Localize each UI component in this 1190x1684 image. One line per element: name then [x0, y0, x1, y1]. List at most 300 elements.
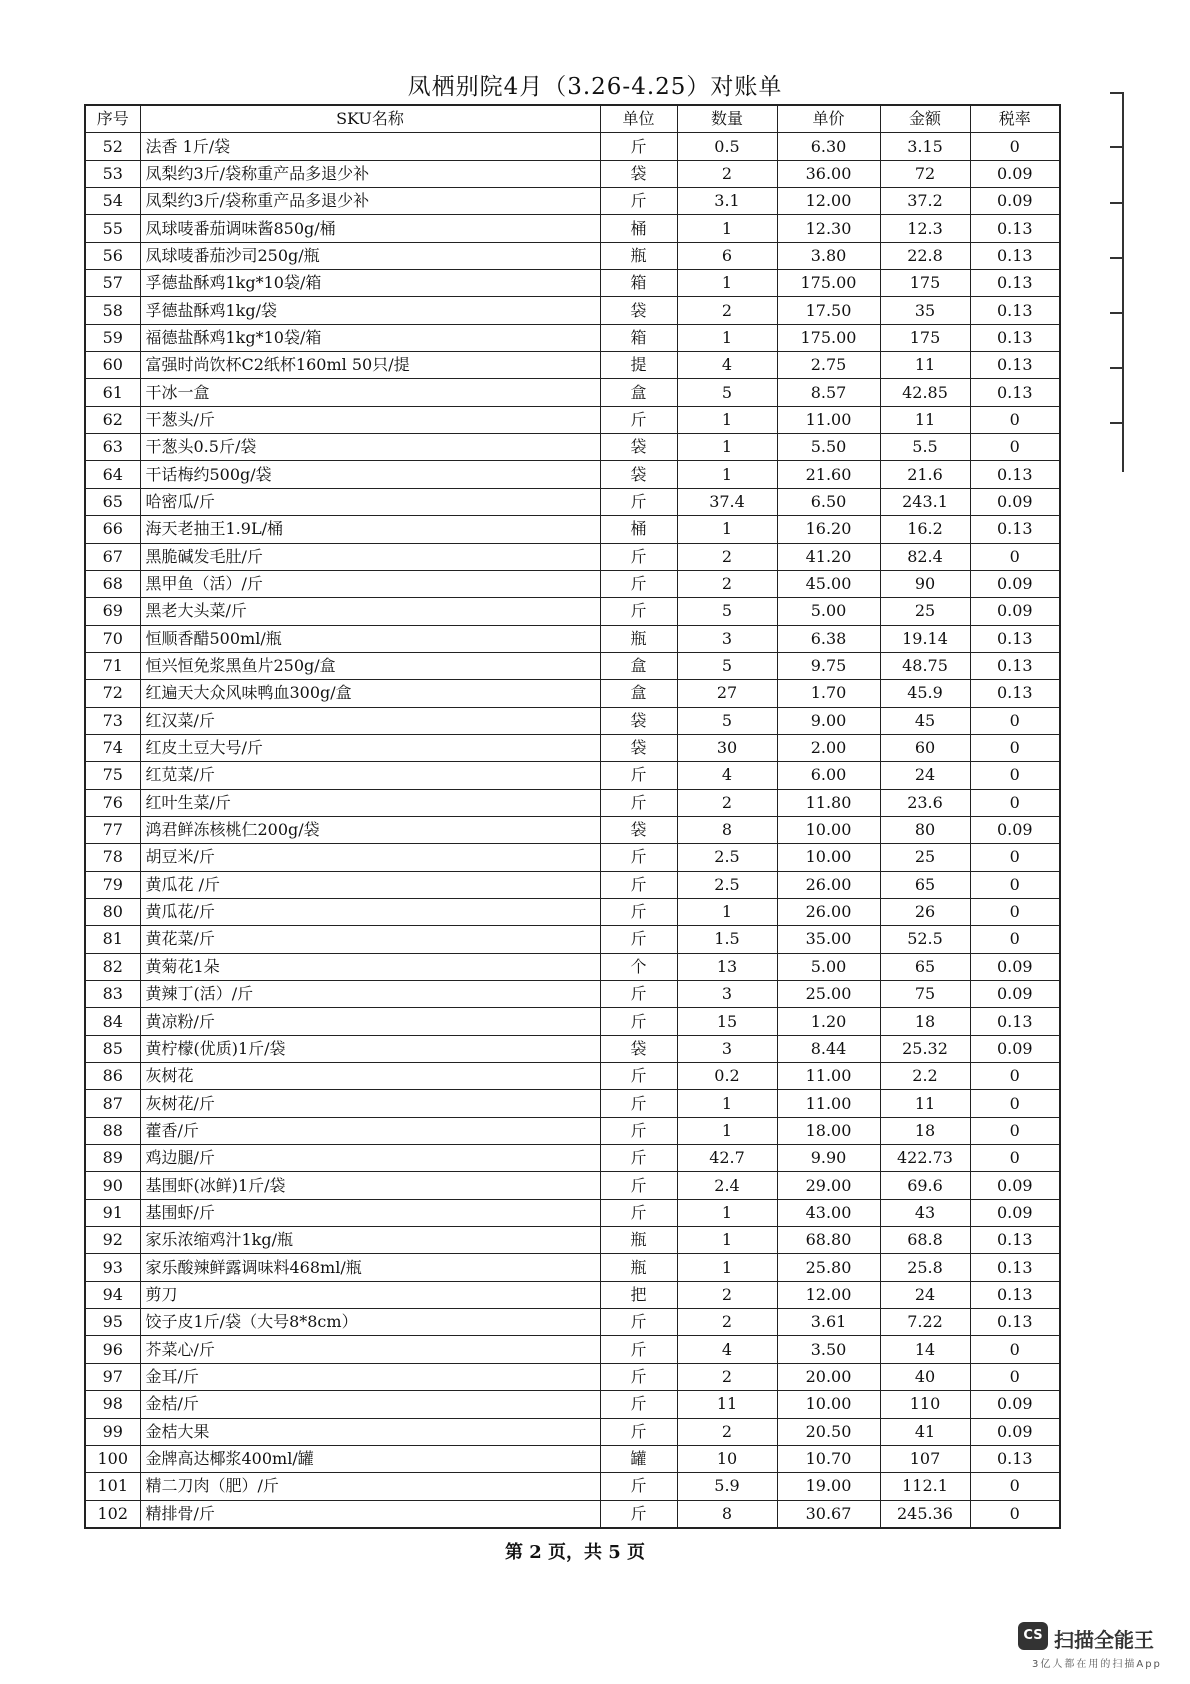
cell-tax-rate: 0.13	[970, 324, 1060, 351]
cell-sku-name: 黄菊花1朵	[140, 953, 600, 980]
cell-sku-name: 干话梅约500g/袋	[140, 461, 600, 488]
table-row	[85, 707, 1060, 734]
table-row	[85, 1363, 1060, 1390]
cell-quantity: 8	[677, 816, 777, 843]
cell-amount: 65	[880, 953, 970, 980]
cell-unit: 斤	[600, 1145, 677, 1172]
cell-unit: 提	[600, 352, 677, 379]
scanner-tagline: 3亿人都在用的扫描App	[1032, 1659, 1162, 1670]
cell-tax-rate: 0.13	[970, 461, 1060, 488]
cell-index: 64	[85, 461, 140, 488]
cell-unit: 袋	[600, 734, 677, 761]
cell-unit: 袋	[600, 434, 677, 461]
cell-amount: 422.73	[880, 1145, 970, 1172]
cell-index: 70	[85, 625, 140, 652]
cell-tax-rate: 0.09	[970, 953, 1060, 980]
cell-index: 100	[85, 1445, 140, 1472]
cell-tax-rate: 0.09	[970, 598, 1060, 625]
cell-unit: 斤	[600, 1090, 677, 1117]
cell-tax-rate: 0	[970, 133, 1060, 160]
cell-unit: 斤	[600, 1199, 677, 1226]
cell-sku-name: 黄柠檬(优质)1斤/袋	[140, 1035, 600, 1062]
cell-unit-price: 175.00	[777, 324, 880, 351]
cell-tax-rate: 0.09	[970, 981, 1060, 1008]
cell-sku-name: 胡豆米/斤	[140, 844, 600, 871]
cell-quantity: 3.1	[677, 188, 777, 215]
cell-tax-rate: 0.09	[970, 1172, 1060, 1199]
table-row	[85, 488, 1060, 515]
cell-tax-rate: 0.13	[970, 379, 1060, 406]
cell-sku-name: 凤梨约3斤/袋称重产品多退少补	[140, 188, 600, 215]
cell-amount: 68.8	[880, 1227, 970, 1254]
cell-tax-rate: 0.13	[970, 1008, 1060, 1035]
cell-amount: 42.85	[880, 379, 970, 406]
table-row	[85, 953, 1060, 980]
cell-amount: 16.2	[880, 516, 970, 543]
cell-sku-name: 恒兴恒免浆黑鱼片250g/盒	[140, 652, 600, 679]
cell-quantity: 1	[677, 516, 777, 543]
cell-unit: 斤	[600, 1063, 677, 1090]
table-row	[85, 516, 1060, 543]
cell-index: 82	[85, 953, 140, 980]
cell-quantity: 1	[677, 1199, 777, 1226]
cell-quantity: 2	[677, 1418, 777, 1445]
table-row	[85, 981, 1060, 1008]
cell-quantity: 1	[677, 406, 777, 433]
cell-tax-rate: 0.09	[970, 816, 1060, 843]
cell-unit: 斤	[600, 844, 677, 871]
cell-amount: 60	[880, 734, 970, 761]
cell-index: 94	[85, 1281, 140, 1308]
cell-index: 63	[85, 434, 140, 461]
cell-tax-rate: 0.13	[970, 1309, 1060, 1336]
cell-index: 96	[85, 1336, 140, 1363]
table-row	[85, 1199, 1060, 1226]
cell-unit-price: 12.00	[777, 188, 880, 215]
cell-index: 80	[85, 898, 140, 925]
table-row	[85, 406, 1060, 433]
cell-amount: 45.9	[880, 680, 970, 707]
table-row	[85, 188, 1060, 215]
cell-index: 60	[85, 352, 140, 379]
cell-sku-name: 家乐浓缩鸡汁1kg/瓶	[140, 1227, 600, 1254]
cell-unit: 瓶	[600, 242, 677, 269]
cell-amount: 48.75	[880, 652, 970, 679]
table-row	[85, 297, 1060, 324]
cell-unit-price: 9.75	[777, 652, 880, 679]
cell-tax-rate: 0	[970, 1145, 1060, 1172]
cell-unit-price: 2.00	[777, 734, 880, 761]
cell-index: 73	[85, 707, 140, 734]
cell-unit: 斤	[600, 488, 677, 515]
cell-tax-rate: 0	[970, 789, 1060, 816]
header-unit-price: 单价	[777, 105, 880, 133]
cell-amount: 175	[880, 270, 970, 297]
cell-amount: 40	[880, 1363, 970, 1390]
cell-amount: 65	[880, 871, 970, 898]
cell-sku-name: 黑脆碱发毛肚/斤	[140, 543, 600, 570]
cell-quantity: 13	[677, 953, 777, 980]
cell-sku-name: 黑甲鱼（活）/斤	[140, 570, 600, 597]
table-row	[85, 1008, 1060, 1035]
cell-tax-rate: 0	[970, 1473, 1060, 1500]
cell-index: 102	[85, 1500, 140, 1528]
cell-sku-name: 凤梨约3斤/袋称重产品多退少补	[140, 160, 600, 187]
table-header-row	[85, 105, 1060, 133]
cell-quantity: 2.5	[677, 871, 777, 898]
cell-amount: 22.8	[880, 242, 970, 269]
cell-quantity: 2	[677, 1281, 777, 1308]
cell-sku-name: 哈密瓜/斤	[140, 488, 600, 515]
cell-quantity: 5.9	[677, 1473, 777, 1500]
cell-unit: 斤	[600, 598, 677, 625]
cell-tax-rate: 0.09	[970, 570, 1060, 597]
cell-quantity: 2.4	[677, 1172, 777, 1199]
cell-unit: 袋	[600, 1035, 677, 1062]
scanner-app-name: 扫描全能王	[1054, 1628, 1154, 1652]
cell-tax-rate: 0.13	[970, 680, 1060, 707]
cell-amount: 69.6	[880, 1172, 970, 1199]
cell-unit-price: 1.20	[777, 1008, 880, 1035]
cell-amount: 90	[880, 570, 970, 597]
cell-tax-rate: 0.13	[970, 242, 1060, 269]
cell-unit-price: 3.80	[777, 242, 880, 269]
cell-unit: 斤	[600, 1117, 677, 1144]
cell-quantity: 5	[677, 652, 777, 679]
table-row	[85, 734, 1060, 761]
cell-quantity: 3	[677, 1035, 777, 1062]
cell-unit: 桶	[600, 215, 677, 242]
cell-index: 76	[85, 789, 140, 816]
cell-quantity: 5	[677, 707, 777, 734]
cell-index: 92	[85, 1227, 140, 1254]
table-row	[85, 461, 1060, 488]
cell-tax-rate: 0.09	[970, 1418, 1060, 1445]
cell-sku-name: 红遍天大众风味鸭血300g/盒	[140, 680, 600, 707]
cell-unit-price: 5.00	[777, 598, 880, 625]
cell-amount: 43	[880, 1199, 970, 1226]
cell-index: 78	[85, 844, 140, 871]
cell-sku-name: 干葱头/斤	[140, 406, 600, 433]
cell-index: 74	[85, 734, 140, 761]
cell-unit: 袋	[600, 297, 677, 324]
cell-unit-price: 35.00	[777, 926, 880, 953]
cell-index: 65	[85, 488, 140, 515]
cell-index: 101	[85, 1473, 140, 1500]
table-row	[85, 1281, 1060, 1308]
cell-amount: 21.6	[880, 461, 970, 488]
cell-quantity: 1	[677, 898, 777, 925]
cell-quantity: 2	[677, 1363, 777, 1390]
header-index: 序号	[85, 105, 140, 133]
header-unit: 单位	[600, 105, 677, 133]
cell-amount: 24	[880, 1281, 970, 1308]
cell-quantity: 5	[677, 379, 777, 406]
table-row	[85, 871, 1060, 898]
cell-sku-name: 恒顺香醋500ml/瓶	[140, 625, 600, 652]
cell-index: 98	[85, 1391, 140, 1418]
cell-unit-price: 10.00	[777, 816, 880, 843]
cell-index: 85	[85, 1035, 140, 1062]
scanner-logo-icon: CS	[1018, 1622, 1048, 1650]
cell-index: 99	[85, 1418, 140, 1445]
cell-amount: 2.2	[880, 1063, 970, 1090]
cell-unit-price: 6.50	[777, 488, 880, 515]
cell-sku-name: 灰树花	[140, 1063, 600, 1090]
cell-sku-name: 鸡边腿/斤	[140, 1145, 600, 1172]
cell-tax-rate: 0	[970, 871, 1060, 898]
table-row	[85, 1035, 1060, 1062]
cell-tax-rate: 0	[970, 734, 1060, 761]
cell-quantity: 30	[677, 734, 777, 761]
cell-unit-price: 29.00	[777, 1172, 880, 1199]
cell-quantity: 1	[677, 215, 777, 242]
table-row	[85, 1445, 1060, 1472]
cell-unit-price: 8.44	[777, 1035, 880, 1062]
cell-sku-name: 孚德盐酥鸡1kg*10袋/箱	[140, 270, 600, 297]
cell-unit-price: 36.00	[777, 160, 880, 187]
cell-amount: 19.14	[880, 625, 970, 652]
cell-quantity: 42.7	[677, 1145, 777, 1172]
cell-sku-name: 红苋菜/斤	[140, 762, 600, 789]
cell-quantity: 15	[677, 1008, 777, 1035]
table-row	[85, 680, 1060, 707]
cell-amount: 5.5	[880, 434, 970, 461]
cell-sku-name: 基围虾(冰鲜)1斤/袋	[140, 1172, 600, 1199]
cell-unit-price: 10.00	[777, 1391, 880, 1418]
cell-sku-name: 金耳/斤	[140, 1363, 600, 1390]
cell-tax-rate: 0	[970, 406, 1060, 433]
cell-index: 68	[85, 570, 140, 597]
table-row	[85, 926, 1060, 953]
cell-amount: 25.8	[880, 1254, 970, 1281]
cell-sku-name: 凤球唛番茄沙司250g/瓶	[140, 242, 600, 269]
cell-unit: 斤	[600, 762, 677, 789]
cell-amount: 52.5	[880, 926, 970, 953]
cell-tax-rate: 0.13	[970, 297, 1060, 324]
header-sku-name: SKU名称	[140, 105, 600, 133]
cell-index: 67	[85, 543, 140, 570]
cell-quantity: 1	[677, 1254, 777, 1281]
cell-amount: 7.22	[880, 1309, 970, 1336]
cell-index: 91	[85, 1199, 140, 1226]
cell-quantity: 2	[677, 543, 777, 570]
cell-index: 52	[85, 133, 140, 160]
cell-index: 89	[85, 1145, 140, 1172]
cell-tax-rate: 0.09	[970, 1035, 1060, 1062]
cell-unit-price: 5.00	[777, 953, 880, 980]
cell-amount: 11	[880, 352, 970, 379]
cell-amount: 18	[880, 1117, 970, 1144]
cell-tax-rate: 0.13	[970, 352, 1060, 379]
cell-quantity: 4	[677, 1336, 777, 1363]
cell-tax-rate: 0	[970, 1063, 1060, 1090]
cell-unit: 斤	[600, 1500, 677, 1528]
cell-unit-price: 26.00	[777, 898, 880, 925]
cell-sku-name: 藿香/斤	[140, 1117, 600, 1144]
cell-index: 77	[85, 816, 140, 843]
cell-tax-rate: 0.09	[970, 160, 1060, 187]
cell-index: 81	[85, 926, 140, 953]
cell-quantity: 37.4	[677, 488, 777, 515]
cell-quantity: 1	[677, 1227, 777, 1254]
table-row	[85, 844, 1060, 871]
cell-sku-name: 凤球唛番茄调味酱850g/桶	[140, 215, 600, 242]
page-title: 凤栖别院4月（3.26-4.25）对账单	[407, 74, 783, 100]
cell-sku-name: 干冰一盒	[140, 379, 600, 406]
cell-unit-price: 11.80	[777, 789, 880, 816]
cell-index: 57	[85, 270, 140, 297]
table-row	[85, 1336, 1060, 1363]
cell-sku-name: 红皮土豆大号/斤	[140, 734, 600, 761]
cell-quantity: 2.5	[677, 844, 777, 871]
cell-index: 95	[85, 1309, 140, 1336]
cell-sku-name: 黄花菜/斤	[140, 926, 600, 953]
table-row	[85, 1254, 1060, 1281]
table-row	[85, 762, 1060, 789]
cell-amount: 24	[880, 762, 970, 789]
cell-unit: 斤	[600, 1008, 677, 1035]
cell-tax-rate: 0	[970, 1117, 1060, 1144]
cell-unit-price: 41.20	[777, 543, 880, 570]
cell-tax-rate: 0.13	[970, 1254, 1060, 1281]
cell-unit-price: 3.50	[777, 1336, 880, 1363]
cell-quantity: 2	[677, 160, 777, 187]
cell-index: 53	[85, 160, 140, 187]
cell-unit-price: 25.00	[777, 981, 880, 1008]
cell-quantity: 8	[677, 1500, 777, 1528]
cell-sku-name: 黄辣丁(活）/斤	[140, 981, 600, 1008]
cell-unit: 斤	[600, 1473, 677, 1500]
cell-index: 83	[85, 981, 140, 1008]
cell-amount: 75	[880, 981, 970, 1008]
cell-unit-price: 6.38	[777, 625, 880, 652]
cell-quantity: 2	[677, 570, 777, 597]
cell-unit: 盒	[600, 680, 677, 707]
cell-quantity: 6	[677, 242, 777, 269]
cell-unit-price: 11.00	[777, 1063, 880, 1090]
cell-tax-rate: 0.13	[970, 215, 1060, 242]
cell-tax-rate: 0	[970, 1336, 1060, 1363]
cell-unit-price: 6.30	[777, 133, 880, 160]
header-tax-rate: 税率	[970, 105, 1060, 133]
cell-unit: 袋	[600, 461, 677, 488]
cell-amount: 107	[880, 1445, 970, 1472]
cell-unit-price: 2.75	[777, 352, 880, 379]
table-row	[85, 1172, 1060, 1199]
table-row	[85, 1090, 1060, 1117]
cell-unit-price: 21.60	[777, 461, 880, 488]
cell-sku-name: 黄瓜花 /斤	[140, 871, 600, 898]
cell-tax-rate: 0.13	[970, 1445, 1060, 1472]
table-row	[85, 789, 1060, 816]
cell-unit-price: 26.00	[777, 871, 880, 898]
binding-margin	[1108, 92, 1124, 472]
cell-unit-price: 30.67	[777, 1500, 880, 1528]
cell-sku-name: 鸿君鲜冻核桃仁200g/袋	[140, 816, 600, 843]
cell-quantity: 27	[677, 680, 777, 707]
cell-quantity: 1	[677, 324, 777, 351]
cell-sku-name: 金桔大果	[140, 1418, 600, 1445]
cell-sku-name: 金桔/斤	[140, 1391, 600, 1418]
cell-amount: 243.1	[880, 488, 970, 515]
table-row	[85, 133, 1060, 160]
cell-sku-name: 红汉菜/斤	[140, 707, 600, 734]
cell-quantity: 4	[677, 762, 777, 789]
cell-sku-name: 海天老抽王1.9L/桶	[140, 516, 600, 543]
cell-unit-price: 16.20	[777, 516, 880, 543]
cell-quantity: 2	[677, 297, 777, 324]
cell-quantity: 11	[677, 1391, 777, 1418]
cell-unit: 盒	[600, 379, 677, 406]
cell-index: 87	[85, 1090, 140, 1117]
cell-tax-rate: 0	[970, 1363, 1060, 1390]
cell-unit: 斤	[600, 1363, 677, 1390]
cell-amount: 175	[880, 324, 970, 351]
table-row	[85, 1500, 1060, 1528]
cell-unit: 个	[600, 953, 677, 980]
cell-index: 62	[85, 406, 140, 433]
cell-amount: 72	[880, 160, 970, 187]
cell-unit-price: 175.00	[777, 270, 880, 297]
table-row	[85, 625, 1060, 652]
table-row	[85, 160, 1060, 187]
cell-amount: 110	[880, 1391, 970, 1418]
cell-amount: 3.15	[880, 133, 970, 160]
cell-sku-name: 黄瓜花/斤	[140, 898, 600, 925]
cell-index: 84	[85, 1008, 140, 1035]
cell-unit: 斤	[600, 1391, 677, 1418]
cell-amount: 25.32	[880, 1035, 970, 1062]
cell-quantity: 3	[677, 981, 777, 1008]
cell-unit-price: 19.00	[777, 1473, 880, 1500]
cell-unit-price: 1.70	[777, 680, 880, 707]
cell-tax-rate: 0	[970, 762, 1060, 789]
header-quantity: 数量	[677, 105, 777, 133]
cell-sku-name: 饺子皮1斤/袋（大号8*8cm）	[140, 1309, 600, 1336]
cell-quantity: 4	[677, 352, 777, 379]
cell-unit-price: 12.00	[777, 1281, 880, 1308]
cell-tax-rate: 0.13	[970, 270, 1060, 297]
cell-sku-name: 金牌高达椰浆400ml/罐	[140, 1445, 600, 1472]
cell-sku-name: 孚德盐酥鸡1kg/袋	[140, 297, 600, 324]
cell-unit: 瓶	[600, 1254, 677, 1281]
cell-quantity: 1	[677, 1090, 777, 1117]
cell-tax-rate: 0	[970, 898, 1060, 925]
cell-index: 75	[85, 762, 140, 789]
cell-unit-price: 20.00	[777, 1363, 880, 1390]
cell-tax-rate: 0.13	[970, 625, 1060, 652]
table-row	[85, 242, 1060, 269]
cell-quantity: 1	[677, 1117, 777, 1144]
cell-unit-price: 45.00	[777, 570, 880, 597]
cell-quantity: 10	[677, 1445, 777, 1472]
cell-amount: 12.3	[880, 215, 970, 242]
cell-index: 97	[85, 1363, 140, 1390]
cell-unit-price: 10.00	[777, 844, 880, 871]
cell-sku-name: 芥菜心/斤	[140, 1336, 600, 1363]
cell-unit-price: 10.70	[777, 1445, 880, 1472]
table-row	[85, 816, 1060, 843]
cell-unit-price: 12.30	[777, 215, 880, 242]
cell-tax-rate: 0.09	[970, 188, 1060, 215]
cell-amount: 11	[880, 1090, 970, 1117]
cell-index: 55	[85, 215, 140, 242]
statement-table	[84, 104, 1061, 1529]
cell-tax-rate: 0.13	[970, 516, 1060, 543]
cell-unit-price: 11.00	[777, 1090, 880, 1117]
cell-unit: 斤	[600, 188, 677, 215]
